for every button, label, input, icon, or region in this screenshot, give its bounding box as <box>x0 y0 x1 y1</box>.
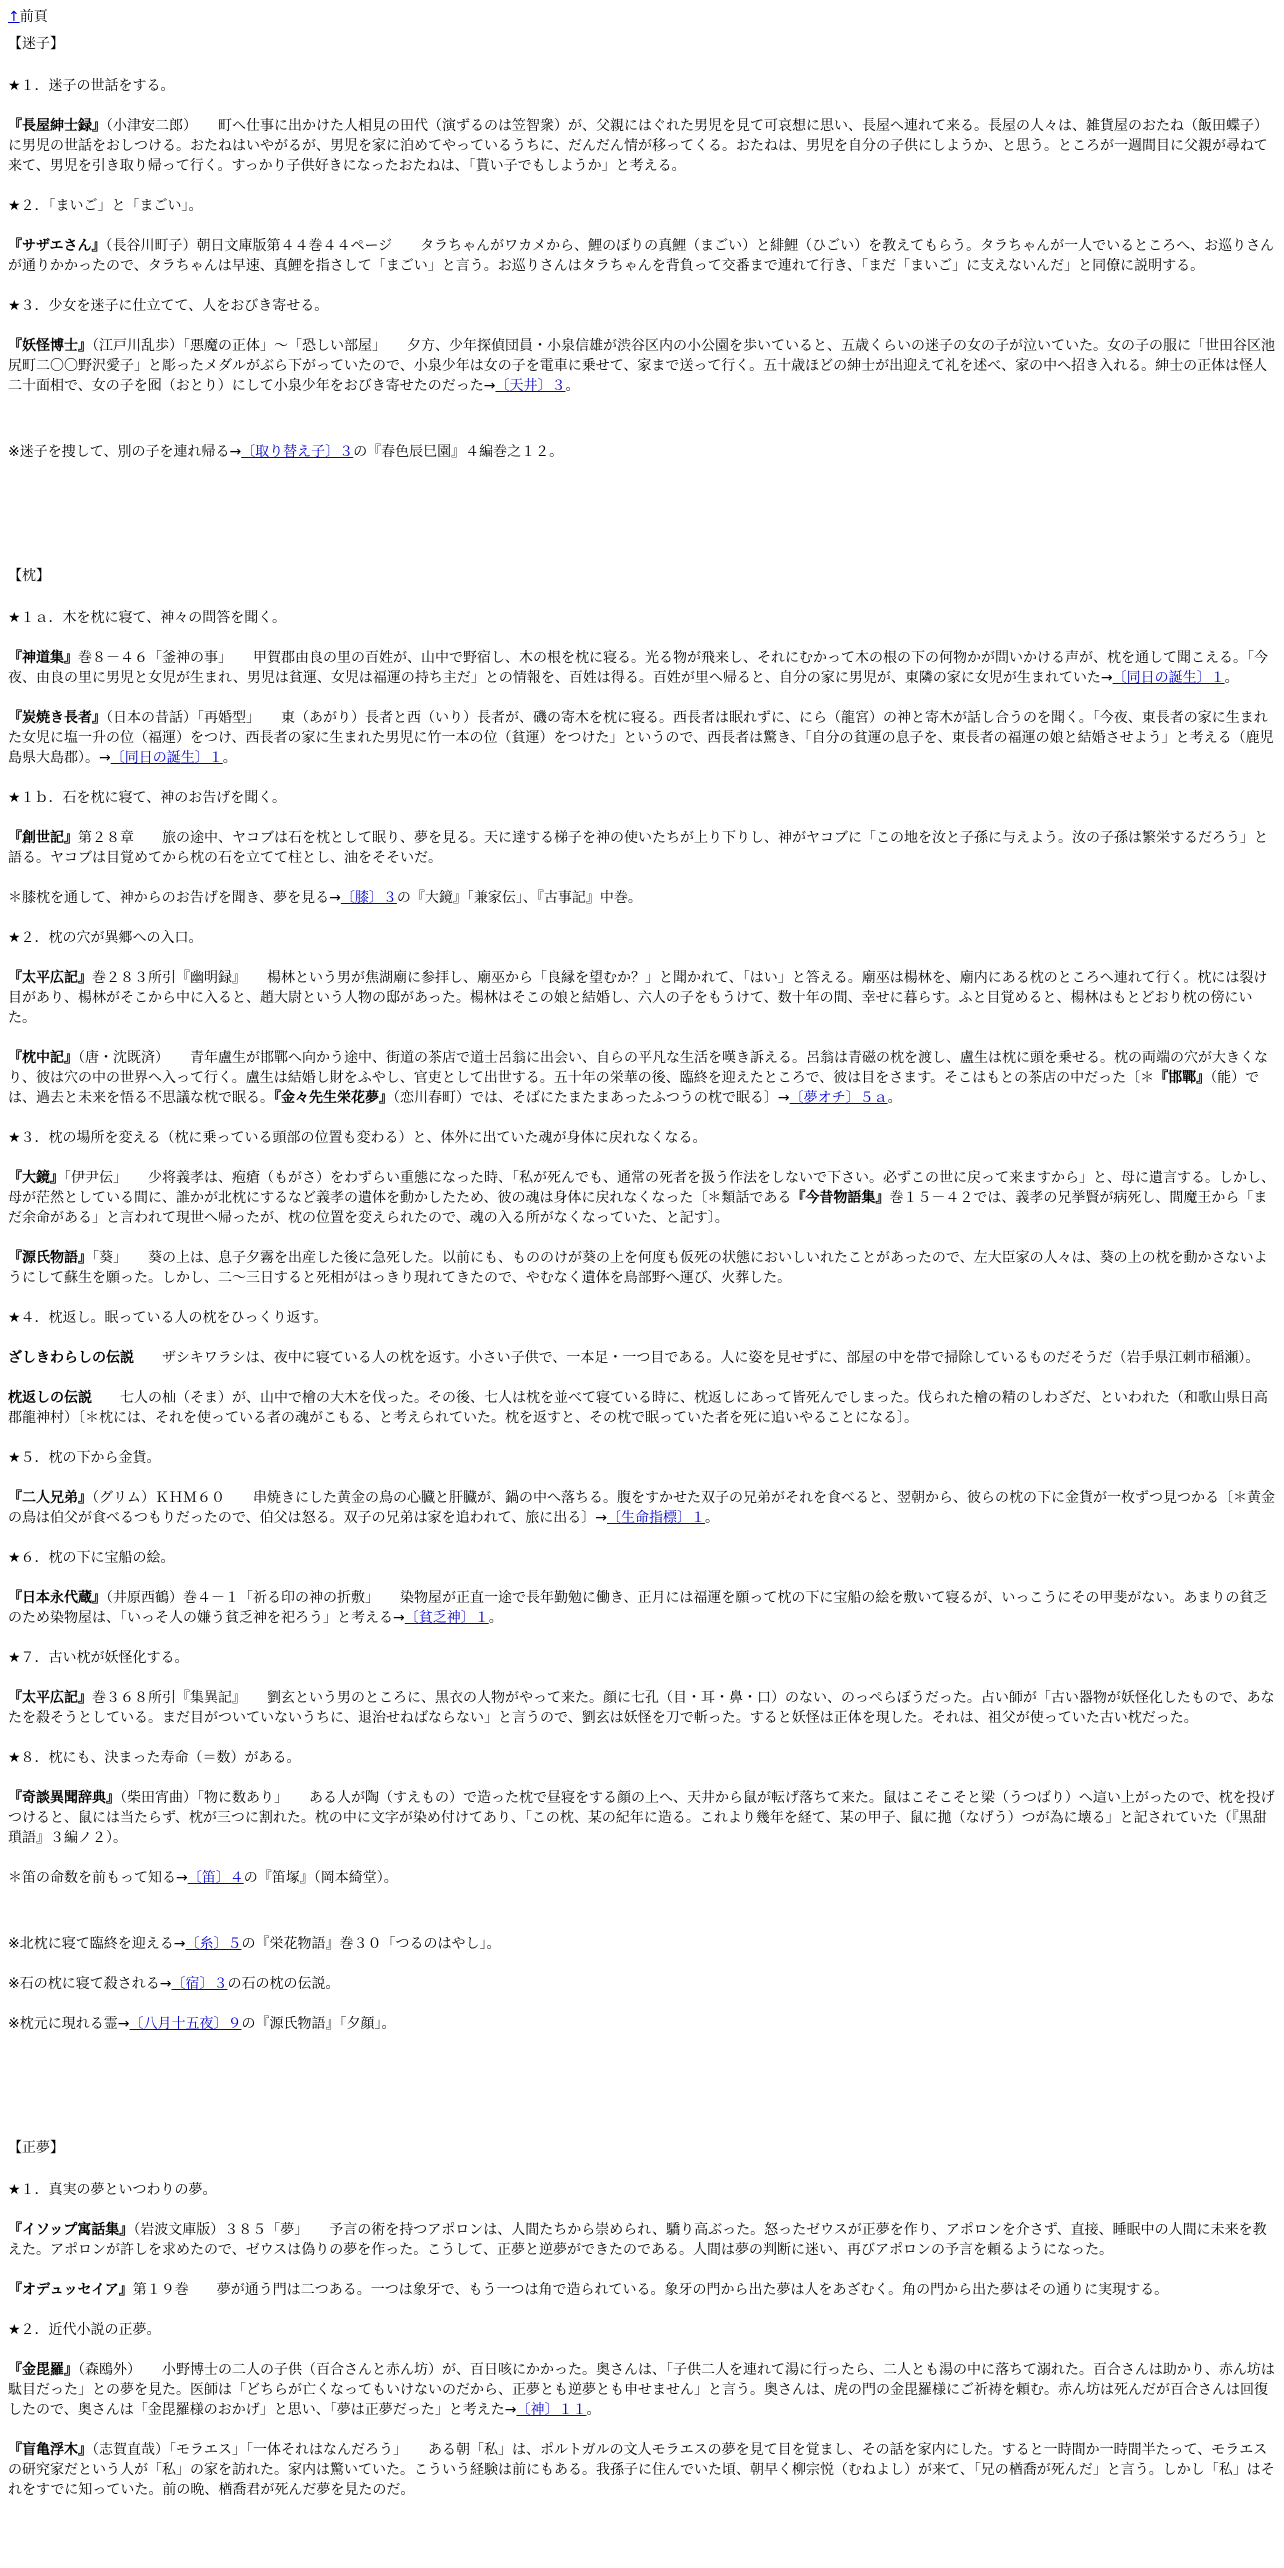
entry-paragraph <box>8 2014 1276 2034</box>
cross-reference-link[interactable]: 〔取り替え子〕３ <box>241 444 354 460</box>
motif-heading: ★１ａ．木を枕に寝て、神々の問答を聞く。 <box>8 610 286 626</box>
entry-paragraph <box>8 1348 1276 1368</box>
spacer <box>8 416 1276 442</box>
entry-text: の石の枕の伝説。 <box>227 1976 340 1992</box>
section-header: 【正夢】 <box>8 2140 64 2156</box>
entry-paragraph <box>8 828 1276 868</box>
work-title: 『炭焼き長者』 <box>8 710 106 726</box>
cross-reference-link[interactable]: 〔生命指標〕１ <box>607 1510 706 1526</box>
entry-paragraph <box>8 1868 1276 1888</box>
cross-reference-link[interactable]: 〔笛〕４ <box>187 1870 244 1886</box>
entry-paragraph <box>8 708 1276 768</box>
entry-paragraph <box>8 442 1276 462</box>
entry-text: （柴田宵曲）「物に数あり」 ある人が陶（すえもの）で造った枕で昼寝をする顔の上へ、天井から鼠が転げ落ちて来た。鼠はこそこそと梁（うつばり）へ這い上がったので、枕を投げつけると、鼠には当たらず、枕が三つに割れた。枕の中に文字が染め付けてあり、「この枕、某の紀年に造る。これより幾年を経て、某の甲子、鼠に拋（なげう）つが為に壊る」と記されていた（『黒甜瑣語』３編ノ２）。 <box>8 1790 1275 1846</box>
entry-text: 「伊尹伝」 少将義孝は、疱瘡（もがさ）をわずらい重態になった時、「私が死んでも、通常の死者を扱う作法をしないで下さい。必ずこの世に戻って来ますから」と、母に遺言する。しかし、母が茫然としている間に、誰かが北枕にするなど義孝の遺体を動かしたため、彼の魂は身体に戻れなくなった〔＊類話である <box>8 1170 1275 1206</box>
entry-text: の『大鏡』「兼家伝」、『古事記』中巻。 <box>396 890 642 906</box>
entry-paragraph <box>8 2220 1276 2260</box>
cross-reference-link[interactable]: 〔八月十五夜〕９ <box>129 2016 242 2032</box>
entry-text: 。 <box>887 1090 902 1106</box>
work-title: 『今昔物語集』 <box>791 1190 890 1206</box>
work-title: 『太平広記』 <box>8 1690 92 1706</box>
cross-reference-link[interactable]: 〔夢オチ〕５ａ <box>789 1090 888 1106</box>
section-header: 【枕】 <box>8 568 50 584</box>
entry-text: 七人の杣（そま）が、山中で檜の大木を伐った。その後、七人は枕を並べて寝ている時に、枕返しにあって皆死んでしまった。伐られた檜の精のしわざだ、といわれた（和歌山県日高郡龍神村）〔＊枕には、それを使っている者の魂がこもる、と考えられていた。枕を返すと、その枕で眠っていた者を死に追いやることになる〕。 <box>8 1390 1268 1426</box>
cross-reference-link[interactable]: 〔天井〕３ <box>495 378 566 394</box>
work-title: 『源氏物語』 <box>8 1250 92 1266</box>
work-title: 『二人兄弟』 <box>8 1490 92 1506</box>
motif-heading: ★２．枕の穴が異郷への入口。 <box>8 930 203 946</box>
spacer <box>8 1908 1276 1934</box>
motif-heading: ★５．枕の下から金貨。 <box>8 1450 161 1466</box>
work-title: 『太平広記』 <box>8 970 92 986</box>
motif-heading: ★４．枕返し。眠っている人の枕をひっくり返す。 <box>8 1310 328 1326</box>
motif-heading: ★３．少女を迷子に仕立てて、人をおびき寄せる。 <box>8 298 329 314</box>
entry-paragraph <box>8 888 1276 908</box>
entry-text: （井原西鶴）巻４－１「祈る印の神の折敷」 染物屋が正直一途で長年勤勉に働き、正月には福運を願って枕の下に宝船の絵を敷いて寝るが、いっこうにその甲斐がない。あまりの貧乏のため染物屋は、「いっそ人の嫌う貧乏神を祀ろう」と考える→ <box>8 1590 1268 1626</box>
work-title: ざしきわらしの伝説 <box>8 1350 134 1366</box>
entry-text: 巻２８３所引『幽明録』 楊林という男が焦湖廟に参拝し、廟巫から「良縁を望むか？」と聞かれて、「はい」と答える。廟巫は楊林を、廟内にある枕のところへ連れて行く。枕には裂け目があり、楊林がそこから中に入ると、趙大尉という人物の邸があった。楊林はそこの娘と結婚し、六人の子をもうけて、数十年の間、幸せに暮らす。ふと目覚めると、楊林はもとどおり枕の傍にいた。 <box>8 970 1268 1026</box>
up-arrow-icon: ↑ <box>8 9 20 25</box>
entry-text: 巻１５－４２では、義孝の兄挙賢が病死し、間魔王から「まだ余命がある」と言われて現世へ帰ったが、枕の位置を変えられたので、魂の入る所がなくなっていた、と記す〕。 <box>8 1190 1268 1226</box>
entry-paragraph <box>8 1048 1276 1108</box>
entry-paragraph <box>8 648 1276 688</box>
sections-container <box>8 34 1276 2500</box>
entry-text: の『春色辰巳園』４編巻之１２。 <box>353 444 564 460</box>
entry-text: （小津安二郎） 町へ仕事に出かけた人相見の田代（演ずるのは笠智衆）が、父親にはぐれた男児を見て可哀想に思い、長屋へ連れて来る。長屋の人々は、雑貨屋のおたね（飯田蝶子）に男児の世話をおしつける。おたねはいやがるが、男児を家に泊めてやっているうちに、だんだん情が移ってくる。おたねは、男児を自分の子供にしようか、と思う。ところが一週間目に父親が尋ねて来て、男児を引き取り帰って行く。すっかり子供好きになったおたねは、「貰い子でもしようか」と考える。 <box>8 118 1268 174</box>
cross-reference-link[interactable]: 〔同日の誕生〕１ <box>1112 670 1225 686</box>
motif-heading: ★８．枕にも、決まった寿命（＝数）がある。 <box>8 1750 301 1766</box>
entry-paragraph <box>8 1934 1276 1954</box>
work-title: 『神道集』 <box>8 650 78 666</box>
work-title: 『創世記』 <box>8 830 78 846</box>
entry-text: （唐・沈既済） 青年盧生が邯鄲へ向かう途中、街道の茶店で道士呂翁に出会い、自らの平凡な生活を嘆き訴える。呂翁は青磁の枕を渡し、盧生は枕に頭を乗せる。枕の両端の穴が大きくなり、彼は穴の中の世界へ入って行く。盧生は結婚し財をふやし、官吏として出世する。五十年の栄華の後、臨終を迎えたところで、彼は目をさます。そこはもとの茶店の中だった〔＊ <box>8 1050 1268 1086</box>
motif-heading: ★７．古い枕が妖怪化する。 <box>8 1650 189 1666</box>
work-title: 『日本永代蔵』 <box>8 1590 106 1606</box>
work-title: 『長屋紳士録』 <box>8 118 106 134</box>
motif-heading: ★２．近代小説の正夢。 <box>8 2322 161 2338</box>
work-title: 『枕中記』 <box>8 1050 78 1066</box>
entry-paragraph <box>8 2440 1276 2500</box>
cross-reference-link[interactable]: 〔糸〕５ <box>185 1936 242 1952</box>
entry-text: 。 <box>586 2402 601 2418</box>
work-title: 『イソップ寓話集』 <box>8 2222 134 2238</box>
prev-page-nav <box>8 6 1276 26</box>
prev-page-label: 前頁 <box>19 9 48 25</box>
work-title: 『大鏡』 <box>8 1170 64 1186</box>
entry-paragraph <box>8 1248 1276 1288</box>
entry-text: ※迷子を捜して、別の子を連れ帰る→ <box>8 444 242 460</box>
cross-reference-link[interactable]: 〔同日の誕生〕１ <box>110 750 223 766</box>
motif-heading: ★６．枕の下に宝船の絵。 <box>8 1550 175 1566</box>
work-title: 『邯鄲』 <box>1154 1070 1211 1086</box>
work-title: 『オデュッセイア』 <box>8 2282 133 2298</box>
entry-text: （長谷川町子）朝日文庫版第４４巻４４ページ タラちゃんがワカメから、鯉のぼりの真鯉（まごい）と緋鯉（ひごい）を教えてもらう。タラちゃんが一人でいるところへ、お巡りさんが通りかかったので、タラちゃんは早速、真鯉を指さして「まごい」と言う。お巡りさんはタラちゃんを背負って交番まで連れて行き、「まだ「まいご」に支えないんだ」と同僚に説明する。 <box>8 238 1275 274</box>
cross-reference-link[interactable]: 〔膝〕３ <box>340 890 397 906</box>
entry-text: ※枕元に現れる霊→ <box>8 2016 130 2032</box>
entry-text: ※石の枕に寝て殺される→ <box>8 1976 172 1992</box>
motif-heading: ★３．枕の場所を変える（枕に乗っている頭部の位置も変わる）と、体外に出ていた魂が身体に戻れなくなる。 <box>8 1130 707 1146</box>
entry-text: （グリム）ＫＨＭ６０ 串焼きにした黄金の鳥の心臓と肝臓が、鍋の中へ落ちる。腹をすかせた双子の兄弟がそれを食べると、翌朝から、彼らの枕の下に金貨が一枚ずつ見つかる〔＊黄金の鳥は伯父が食べるつもりだったので、伯父は怒る。双子の兄弟は家を追われて、旅に出る〕→ <box>8 1490 1275 1526</box>
entry-text: （岩波文庫版）３８５「夢」 予言の術を持つアポロンは、人間たちから崇められ、驕り高ぶった。怒ったゼウスが正夢を作り、アポロンを介さず、直接、睡眠中の人間に未来を教えた。アポロンが許しを求めたので、ゼウスは偽りの夢を作った。こうして、正夢と逆夢ができたのである。人間は夢の判断に迷い、再びアポロンの予言を頼るようになった。 <box>8 2222 1267 2258</box>
entry-paragraph <box>8 1168 1276 1228</box>
entry-text: 「葵」 葵の上は、息子夕霧を出産した後に急死した。以前にも、もののけが葵の上を何度も仮死の状態においしいれたことがあったので、左大臣家の人々は、葵の上の枕を動かさないようにして蘇生を願った。しかし、二～三日すると死相がはっきり現れてきたので、やむなく遺体を鳥部野へ運び、火葬した。 <box>8 1250 1268 1286</box>
entry-text: 。 <box>222 750 237 766</box>
entry-text: （森鴎外） 小野博士の二人の子供（百合さんと赤ん坊）が、百日咳にかかった。奥さんは、「子供二人を連れて湯に行ったら、二人とも湯の中に落ちて溺れた。百合さんは助かり、赤ん坊は駄目だった」との夢を見た。医師は「どちらが亡くなってもいけないのだから、正夢とも逆夢とも申せません」と言う。奥さんは、虎の門の金毘羅様にご祈祷を頼む。赤ん坊は死んだが百合さんは回復したので、奥さんは「金毘羅様のおかげ」と思い、「夢は正夢だった」と考えた→ <box>8 2362 1275 2418</box>
entry-text: の『笛塚』（岡本綺堂）。 <box>243 1870 398 1886</box>
entry-paragraph <box>8 1488 1276 1528</box>
cross-reference-link[interactable]: 〔神〕１１ <box>516 2402 587 2418</box>
work-title: 『奇談異聞辞典』 <box>8 1790 120 1806</box>
prev-page-link[interactable] <box>8 9 20 25</box>
entry-paragraph <box>8 336 1276 396</box>
entry-text: ＊膝枕を通して、神からのお告げを聞き、夢を見る→ <box>8 890 341 906</box>
entry-text: ザシキワラシは、夜中に寝ている人の枕を返す。小さい子供で、一本足・一つ目である。人に姿を見せずに、部屋の中を帯で掃除しているものだそうだ（岩手県江刺市稲瀬）。 <box>134 1350 1260 1366</box>
motif-heading: ★２．「まいご」と「まごい」。 <box>8 198 203 214</box>
entry-paragraph <box>8 236 1276 276</box>
entry-paragraph <box>8 2360 1276 2420</box>
entry-paragraph <box>8 968 1276 1028</box>
entry-paragraph <box>8 1974 1276 1994</box>
motif-heading: ★１．真実の夢といつわりの夢。 <box>8 2182 217 2198</box>
entry-paragraph <box>8 2280 1276 2300</box>
cross-reference-link[interactable]: 〔宿〕３ <box>171 1976 228 1992</box>
work-title: 『サザエさん』 <box>8 238 106 254</box>
motif-heading: ★１．迷子の世話をする。 <box>8 78 175 94</box>
section-gap <box>8 2054 1276 2138</box>
entry-text: 巻３６８所引『集異記』 劉玄という男のところに、黒衣の人物がやって来た。顔に七孔（目・耳・鼻・口）のない、のっぺらぼうだった。占い師が「古い器物が妖怪化したもので、あなたを殺そうとしている。まだ目がついていないうちに、退治せねばならない」と言うので、劉玄は妖怪を刀で斬った。すると妖怪は正体を現した。それは、祖父が使っていた古い枕だった。 <box>8 1690 1275 1726</box>
work-title: 『盲亀浮木』 <box>8 2442 92 2458</box>
entry-text: ※北枕に寝て臨終を迎える→ <box>8 1936 186 1952</box>
entry-text: （恋川春町）では、そばにたまたまあったふつうの枕で眠る〕→ <box>393 1090 790 1106</box>
entry-text: 第２８章 旅の途中、ヤコブは石を枕として眠り、夢を見る。天に達する梯子を神の使いたちが上り下りし、神がヤコブに「この地を汝と子孫に与えよう。汝の子孫は繁栄するだろう」と語る。ヤコブは目覚めてから枕の石を立てて柱とし、油をそそいだ。 <box>8 830 1268 866</box>
entry-text: 。 <box>1224 670 1239 686</box>
entry-text: （能）では、過去と未来を悟る不思議な枕で眠る。 <box>8 1070 1260 1106</box>
section-header: 【迷子】 <box>8 36 64 52</box>
cross-reference-link[interactable]: 〔貧乏神〕１ <box>404 1610 489 1626</box>
entry-paragraph <box>8 1588 1276 1628</box>
entry-paragraph <box>8 1788 1276 1848</box>
motif-heading: ★１ｂ．石を枕に寝て、神のお告げを聞く。 <box>8 790 286 806</box>
section-gap <box>8 482 1276 566</box>
work-title: 『金々先生栄花夢』 <box>274 1090 393 1106</box>
entry-text: の『栄花物語』巻３０「つるのはやし」。 <box>241 1936 501 1952</box>
entry-text: （志賀直哉）「モラエス」「一体それはなんだろう」 ある朝「私」は、ポルトガルの文人モラエスの夢を見て目を覚まし、その話を家内にした。すると一時間か一時間半たって、モラエスの研究家だという人が「私」の家を訪れた。家内は驚いていた。こういう経験は前にもある。我孫子に住んでいた頃、朝早く柳宗悦（むねよし）が来て、「兄の楢喬が死んだ」と言う。しかし「私」はそれをすでに知っていた。前の晩、楢喬君が死んだ夢を見たのだ。 <box>8 2442 1275 2498</box>
entry-text: 。 <box>565 378 580 394</box>
entry-text: （日本の昔話）「再婚型」 東（あがり）長者と西（いり）長者が、磯の寄木を枕に寝る。西長者は眠れずに、にら（龍宮）の神と寄木が話し合うのを聞く。「今夜、東長者の家に生まれた女児に塩一升の位（福運）をつけ、西長者の家に生まれた男児に竹一本の位（貧運）をつけた」というので、西長者は驚き、「自分の貧運の息子を、東長者の福運の娘と結婚させよう」と考える（鹿児島県大島郡）。→ <box>8 710 1274 766</box>
entry-paragraph <box>8 1388 1276 1428</box>
entry-paragraph <box>8 1688 1276 1728</box>
entry-text: 第１９巻 夢が通う門は二つある。一つは象牙で、もう一つは角で造られている。象牙の門から出た夢は人をあざむく。角の門から出た夢はその通りに実現する。 <box>132 2282 1169 2298</box>
entry-text: 巻８－４６「釜神の事」 甲賀郡由良の里の百姓が、山中で野宿し、木の根を枕に寝る。光る物が飛来し、それにむかって木の根の下の何物かが問いかける声が、枕を通して聞こえる。「今夜、由良の里に男児と女児が生まれ、男児は貧運、女児は福運の持ち主だ」との情報を、百姓は得る。百姓が里へ帰ると、自分の家に男児が、東隣の家に女児が生まれていた→ <box>8 650 1268 686</box>
work-title: 枕返しの伝説 <box>8 1390 92 1406</box>
entry-text: （江戸川乱歩）「悪魔の正体」～「恐しい部屋」 夕方、少年探偵団員・小泉信雄が渋谷区内の小公園を歩いていると、五歳くらいの迷子の女の子が泣いていた。女の子の服に「世田谷区池尻町二〇〇野沢愛子」と彫ったメダルがぶら下がっていたので、小泉少年は女の子を電車に乗せて、家まで送って行く。五十歳ほどの紳士が出迎えて礼を述べ、家の中へ招き入れる。紳士の正体は怪人二十面相で、女の子を囮（おとり）にして小泉少年をおびき寄せたのだった→ <box>8 338 1275 394</box>
entry-text: 。 <box>705 1510 720 1526</box>
entry-text: の『源氏物語』「夕顔」。 <box>241 2016 396 2032</box>
entry-text: 。 <box>488 1610 503 1626</box>
work-title: 『妖怪博士』 <box>8 338 92 354</box>
entry-paragraph <box>8 116 1276 176</box>
entry-text: ＊笛の命数を前もって知る→ <box>8 1870 188 1886</box>
work-title: 『金毘羅』 <box>8 2362 78 2378</box>
